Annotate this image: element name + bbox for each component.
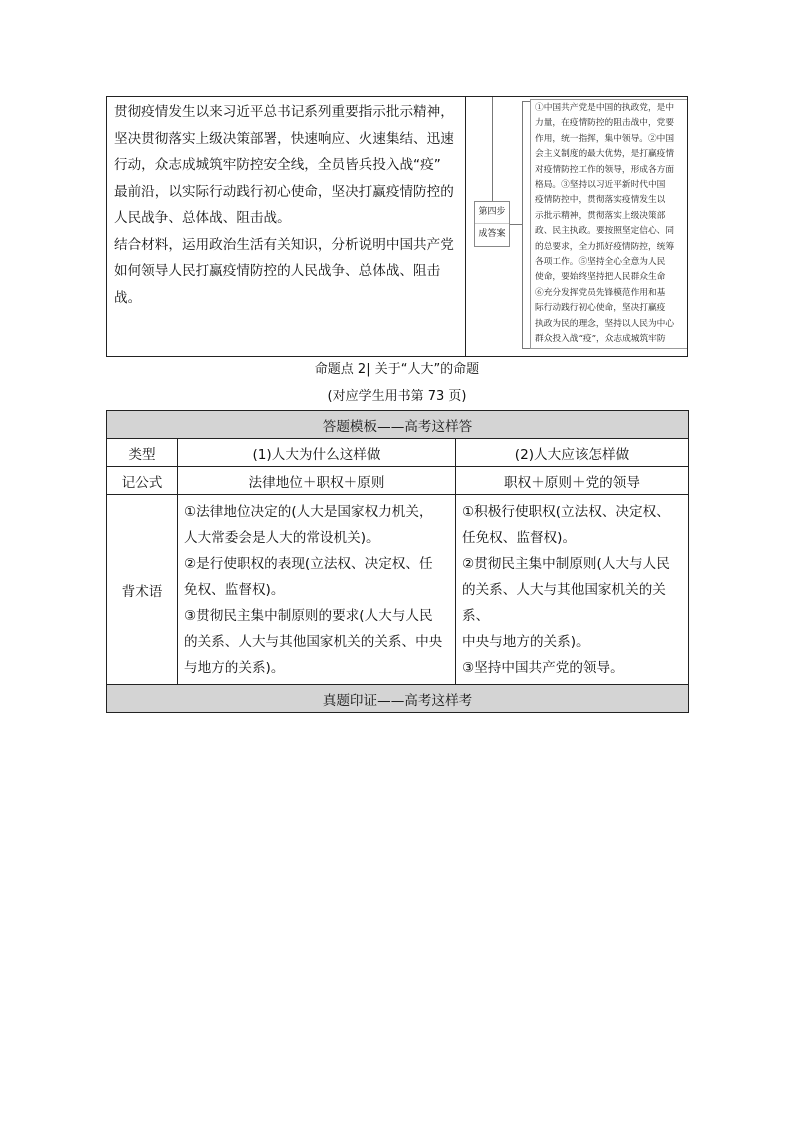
template-banner: 答题模板——高考这样答	[107, 411, 689, 439]
material-line: 最前沿，以实际行动践行初心使命，坚决打赢疫情防控的	[114, 183, 454, 200]
recite-line: ③贯彻民主集中制原则的要求(人大与人民	[184, 607, 433, 624]
step-label: 成答案	[475, 223, 509, 245]
step-label: 第四步	[478, 207, 506, 217]
recite-line: ①积极行使职权(立法权、决定权、	[462, 503, 670, 520]
recite-line: 人大常委会是人大的常设机关)。	[184, 529, 380, 546]
question-table	[106, 96, 688, 357]
row-label-type: 类型	[107, 439, 178, 467]
recite-line: ②是行使职权的表现(立法权、决定权、任	[184, 555, 433, 572]
answer-line: ①中国共产党是中国的执政党，是中	[535, 103, 674, 113]
answer-line: 疫情防控中，贯彻落实疫情发生以	[535, 195, 666, 206]
connector-line	[522, 101, 530, 102]
recite-line: 任免权、监督权)。	[462, 529, 577, 546]
answer-diagram	[466, 97, 687, 356]
material-line: 人民战争、总体战、阻击战。	[114, 210, 291, 226]
column-header-how: (2)人大应该怎样做	[456, 439, 689, 467]
answer-line: ⑥充分发挥党员先锋模范作用和基	[535, 287, 666, 298]
question-material	[107, 97, 466, 356]
answer-line: 使命，要始终坚持把人民群众生命	[535, 272, 666, 283]
prompt-line: 结合材料，运用政治生活有关知识，分析说明中国共产党	[114, 236, 454, 253]
row-label-recite: 背术语	[107, 495, 178, 685]
recite-line: 与地方的关系)。	[184, 659, 285, 676]
answer-line: 政、民主执政。要按照坚定信心、同	[535, 226, 674, 237]
recite-line: 的关系、人大与其他国家机关的关系、	[462, 581, 666, 624]
answer-line: 的总要求，全力抓好疫情防控，统筹	[535, 241, 674, 252]
prompt-line: 如何领导人民打赢疫情防控的人民战争、总体战、阻击战。	[114, 263, 441, 306]
answer-text-box	[530, 99, 687, 349]
row-label-formula: 记公式	[107, 467, 178, 495]
connector-line	[522, 101, 523, 349]
column-header-why: (1)人大为什么这样做	[178, 439, 456, 467]
connector-line	[492, 97, 493, 201]
connector-line	[510, 224, 522, 225]
answer-line: 力量，在疫情防控的阻击战中，党要	[535, 118, 674, 129]
answer-line: 示批示精神，贯彻落实上级决策部	[535, 210, 666, 221]
material-line: 行动，众志成城筑牢防控安全线，全员皆兵投入战“疫”	[114, 157, 441, 173]
answer-line: 会主义制度的最大优势，是打赢疫情	[535, 149, 674, 160]
recite-line: 中央与地方的关系)。	[462, 633, 590, 650]
answer-line: 群众投入战“疫”，众志成城筑牢防	[535, 334, 666, 345]
connector-line	[522, 348, 530, 349]
recite-line: ②贯彻民主集中制原则(人大与人民	[462, 555, 670, 572]
formula-how: 职权＋原则＋党的领导	[456, 467, 689, 495]
recite-line: ③坚持中国共产党的领导。	[462, 659, 624, 676]
answer-line: 作用，统一指挥，集中领导。②中国	[535, 133, 674, 144]
answer-line: 各项工作。⑤坚持全心全意为人民	[535, 257, 666, 268]
answer-line: 执政为民的理念，坚持以人民为中心	[535, 318, 674, 329]
section-subtitle: (对应学生用书第 73 页)	[327, 389, 467, 404]
answer-line: 际行动践行初心使命，坚决打赢疫	[535, 303, 666, 314]
recite-how-cell	[456, 495, 689, 685]
template-footer: 真题印证——高考这样考	[107, 685, 689, 713]
recite-why-cell	[178, 495, 456, 685]
material-line: 坚决贯彻落实上级决策部署，快速响应、火速集结、迅速	[114, 130, 454, 147]
formula-why: 法律地位＋职权＋原则	[178, 467, 456, 495]
recite-line: 免权、监督权)。	[184, 581, 285, 598]
recite-line: 的关系、人大与其他国家机关的关系、中央	[184, 633, 443, 650]
section-title: 命题点 2| 关于“人大”的命题	[314, 362, 480, 377]
step-label-box	[474, 201, 510, 247]
answer-line: 格局。③坚持以习近平新时代中国	[535, 180, 666, 191]
answer-line: 对疫情防控工作的领导，形成各方面	[535, 164, 674, 175]
answer-template-table	[106, 410, 689, 713]
material-line: 贯彻疫情发生以来习近平总书记系列重要指示批示精神，	[114, 104, 454, 120]
recite-line: ①法律地位决定的(人大是国家权力机关，	[184, 503, 433, 520]
